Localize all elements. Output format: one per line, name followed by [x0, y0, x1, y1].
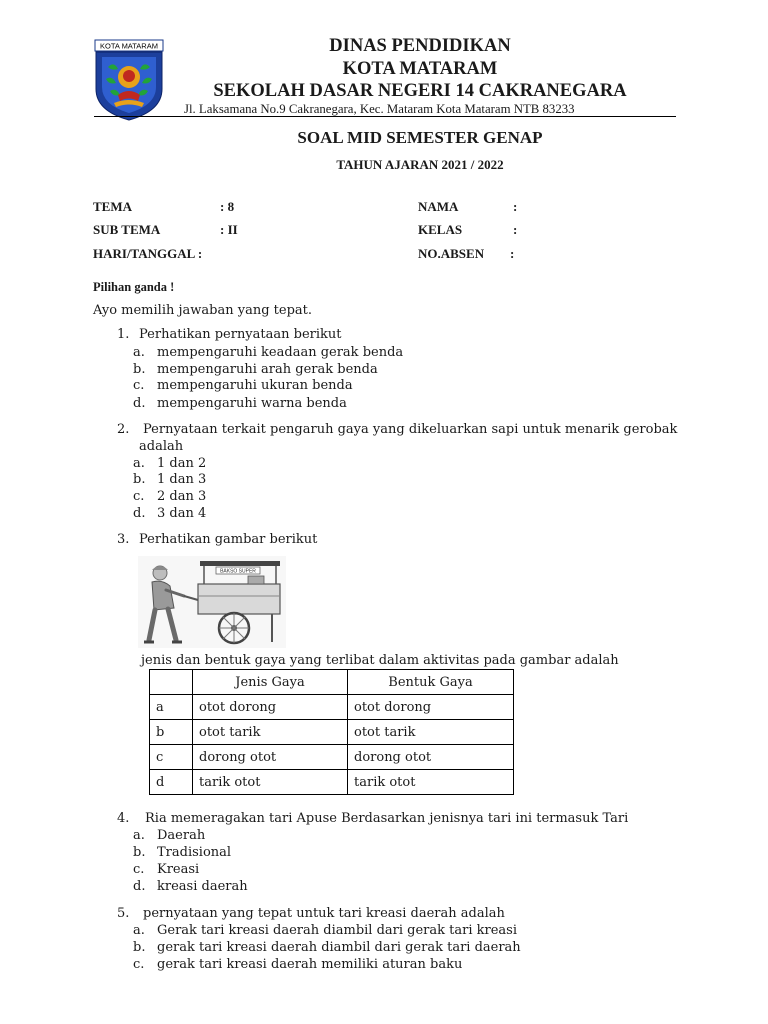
table-cell: otot tarik [348, 720, 514, 745]
q5-number: 5. [117, 906, 130, 921]
table-cell: dorong otot [348, 745, 514, 770]
table-header-cell: Jenis Gaya [193, 670, 348, 695]
table-header-row [150, 670, 514, 695]
table-cell: c [150, 745, 193, 770]
info-value-subtema: : II [220, 222, 238, 237]
info-label-kelas: KELAS [418, 222, 463, 237]
q5-option-letter: c. [133, 957, 145, 972]
info-label-hari-tanggal: HARI/TANGGAL : [93, 246, 203, 261]
q4-number: 4. [117, 811, 130, 826]
q2-option-d: 3 dan 4 [157, 506, 207, 521]
q5-option-c: gerak tari kreasi daerah memiliki aturan baku [157, 957, 463, 972]
q5-text: pernyataan yang tepat untuk tari kreasi daerah adalah [143, 906, 505, 921]
exam-title: SOAL MID SEMESTER GENAP [297, 128, 543, 147]
q2-option-b: 1 dan 3 [157, 472, 207, 487]
table-cell: tarik otot [193, 770, 348, 795]
q3-text: Perhatikan gambar berikut [139, 532, 318, 547]
table-row [150, 720, 514, 745]
info-colon-nama: : [513, 199, 518, 214]
q1-option-c: mempengaruhi ukuran benda [157, 378, 353, 393]
vendor-pushing-cart-image [138, 556, 286, 648]
q1-option-letter: d. [133, 396, 146, 411]
table-row [150, 695, 514, 720]
header-line-2: KOTA MATARAM [342, 59, 498, 79]
info-label-tema: TEMA [93, 199, 132, 214]
header-line-1: DINAS PENDIDIKAN [329, 36, 511, 56]
q3-answer-table [149, 669, 514, 795]
table-cell: otot tarik [193, 720, 348, 745]
q5-option-letter: b. [133, 940, 146, 955]
exam-subtitle: TAHUN AJARAN 2021 / 2022 [336, 157, 504, 172]
table-cell: otot dorong [348, 695, 514, 720]
q5-option-a: Gerak tari kreasi daerah diambil dari gerak tari kreasi [157, 923, 518, 938]
q1-option-letter: b. [133, 362, 146, 377]
q4-option-a: Daerah [157, 828, 206, 843]
q4-option-letter: a. [133, 828, 145, 843]
info-label-nama: NAMA [418, 199, 459, 214]
q1-option-d: mempengaruhi warna benda [157, 396, 347, 411]
q2-option-letter: c. [133, 489, 145, 504]
q3-caption: jenis dan bentuk gaya yang terlibat dalam aktivitas pada gambar adalah [141, 653, 619, 668]
header-address: Jl. Laksamana No.9 Cakranegara, Kec. Mataram Kota Mataram NTB 83233 [184, 102, 575, 116]
q5-option-b: gerak tari kreasi daerah diambil dari gerak tari daerah [157, 940, 521, 955]
q4-option-letter: d. [133, 879, 146, 894]
info-value-tema: : 8 [220, 199, 235, 214]
q2-text-line-1: Pernyataan terkait pengaruh gaya yang dikeluarkan sapi untuk menarik gerobak [143, 422, 678, 437]
logo-text: KOTA MATARAM [100, 41, 158, 51]
q2-option-letter: d. [133, 506, 146, 521]
q5-option-letter: a. [133, 923, 145, 938]
table-header-cell [150, 670, 193, 695]
instruction: Ayo memilih jawaban yang tepat. [93, 303, 312, 318]
info-label-noabsen: NO.ABSEN [418, 246, 485, 261]
table-cell: b [150, 720, 193, 745]
header-line-3: SEKOLAH DASAR NEGERI 14 CAKRANEGARA [213, 81, 627, 101]
cart-sign: BAKSO SUPER [220, 568, 256, 575]
table-row [150, 770, 514, 795]
table-cell: d [150, 770, 193, 795]
q4-option-letter: c. [133, 862, 145, 877]
q1-option-letter: a. [133, 345, 145, 360]
q2-option-c: 2 dan 3 [157, 489, 207, 504]
header-divider [94, 116, 676, 117]
table-cell: a [150, 695, 193, 720]
q2-option-letter: a. [133, 456, 145, 471]
table-cell: tarik otot [348, 770, 514, 795]
kota-mataram-logo [94, 39, 164, 121]
q2-text-line-2: adalah [139, 439, 184, 454]
q2-number: 2. [117, 422, 130, 437]
q2-option-a: 1 dan 2 [157, 456, 207, 471]
table-header-cell: Bentuk Gaya [348, 670, 514, 695]
q1-option-letter: c. [133, 378, 145, 393]
q4-option-letter: b. [133, 845, 146, 860]
table-row [150, 745, 514, 770]
q1-text: Perhatikan pernyataan berikut [139, 327, 342, 342]
q1-option-a: mempengaruhi keadaan gerak benda [157, 345, 404, 360]
info-label-subtema: SUB TEMA [93, 222, 161, 237]
q3-number: 3. [117, 532, 130, 547]
table-cell: otot dorong [193, 695, 348, 720]
info-colon-noabsen: : [510, 246, 515, 261]
q4-option-d: kreasi daerah [157, 879, 248, 894]
q1-number: 1. [117, 327, 130, 342]
info-colon-kelas: : [513, 222, 518, 237]
q4-option-b: Tradisional [157, 845, 232, 860]
section-title: Pilihan ganda ! [93, 280, 175, 294]
q1-option-b: mempengaruhi arah gerak benda [157, 362, 378, 377]
q4-option-c: Kreasi [157, 862, 200, 877]
q4-text: Ria memeragakan tari Apuse Berdasarkan jenisnya tari ini termasuk Tari [145, 811, 629, 826]
table-cell: dorong otot [193, 745, 348, 770]
q2-option-letter: b. [133, 472, 146, 487]
